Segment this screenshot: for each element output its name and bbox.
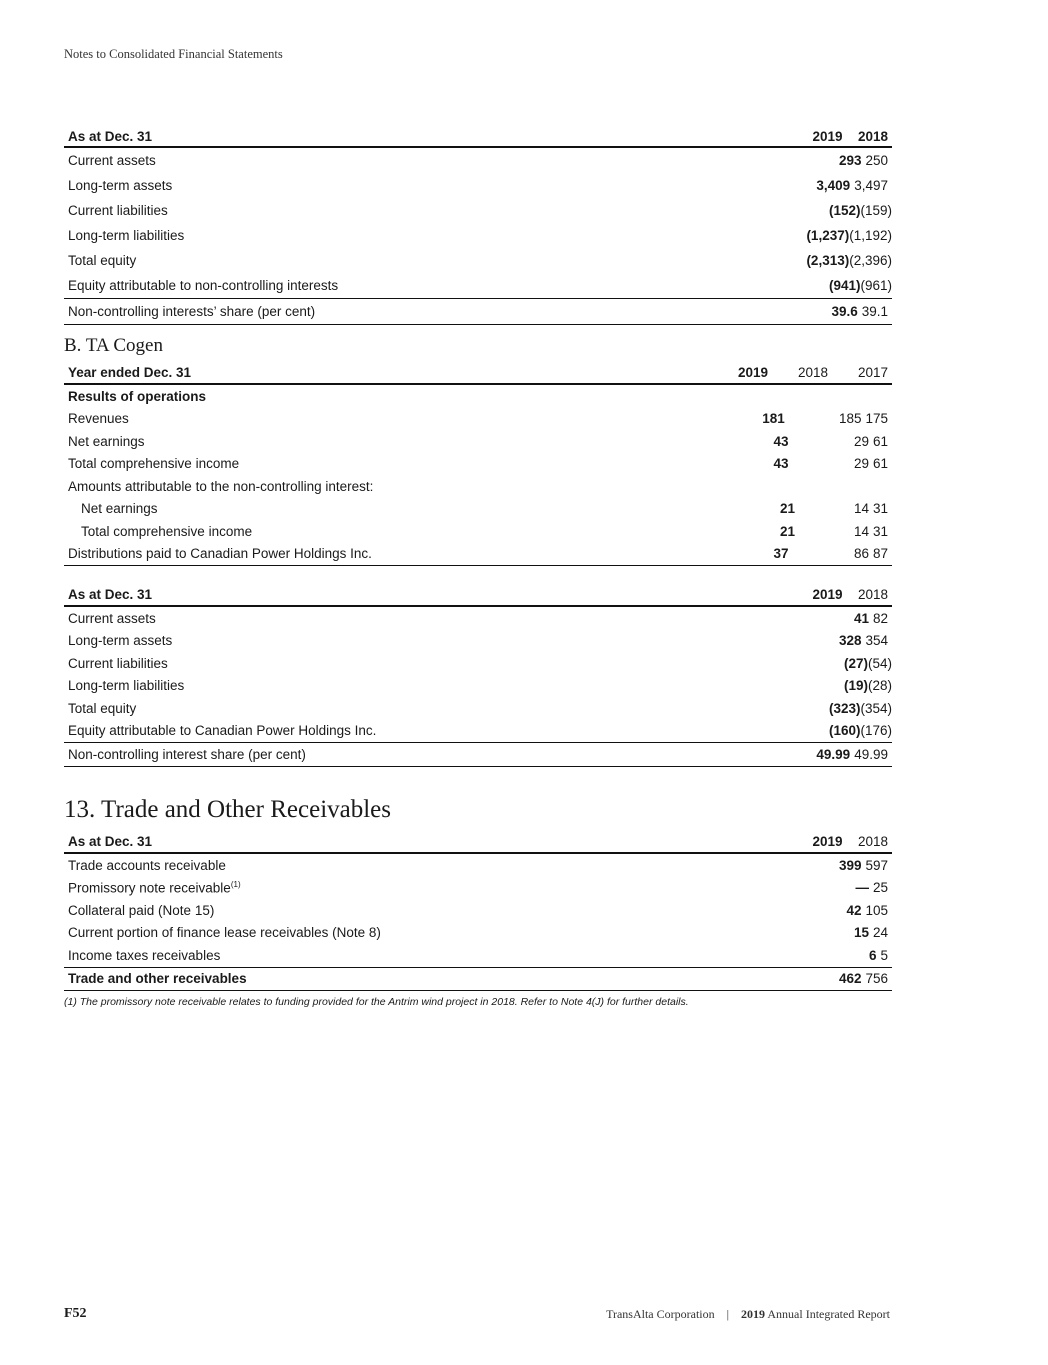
row-label-text: Distributions paid to Canadian Power Holdings Inc.	[68, 546, 372, 562]
cell-value: 14	[853, 523, 869, 539]
row-label	[64, 203, 801, 218]
row-label	[64, 633, 801, 648]
cell-value: 39.1	[861, 304, 888, 319]
row-label-text: Net earnings	[81, 501, 158, 517]
cell-value: 29	[853, 456, 869, 472]
table-trade-receivables	[64, 831, 892, 991]
row-label	[64, 611, 801, 626]
row-label-text: Net earnings	[68, 433, 145, 449]
footer-title	[606, 1307, 890, 1322]
row-label	[64, 701, 801, 716]
row-label-text: Long-term liabilities	[68, 228, 185, 243]
table-row	[64, 742, 892, 767]
table-row	[64, 520, 892, 543]
row-label-text: Total comprehensive income	[68, 456, 240, 472]
row-label	[64, 971, 801, 986]
cell-value: 185	[838, 411, 862, 427]
row-label-text: Current liabilities	[68, 203, 168, 218]
row-label-text: Current assets	[68, 610, 156, 626]
cell-value: 86	[853, 546, 869, 562]
column-header-year: 2019	[812, 128, 843, 144]
column-header-label: As at Dec. 31	[68, 834, 153, 849]
cell-value: 3,409	[816, 178, 851, 193]
cell-value: 61	[872, 433, 888, 449]
column-header-year: 2018	[797, 365, 828, 380]
row-label	[64, 546, 712, 561]
cell-value: 87	[872, 546, 888, 562]
cell-value: 181	[762, 411, 785, 427]
cell-value: 41	[853, 610, 869, 626]
cell-value: (54)	[867, 655, 892, 671]
cell-value: 29	[853, 433, 869, 449]
row-label-text: Equity attributable to Canadian Power Holdings Inc.	[68, 723, 377, 739]
row-label	[64, 456, 712, 471]
row-label-text: Total equity	[68, 700, 137, 716]
row-label-text: Revenues	[68, 411, 129, 427]
cell-value: 15	[853, 925, 869, 941]
row-label-text: Non-controlling interest share (per cent)	[68, 746, 306, 762]
row-label	[64, 178, 801, 193]
cell-value: (19)	[843, 678, 868, 694]
column-header-year: 2018	[857, 587, 888, 602]
row-label-text: Amounts attributable to the non-controlling interest:	[68, 478, 374, 494]
cell-value: 49.99	[854, 746, 888, 762]
row-label-text: Results of operations	[68, 388, 207, 404]
table-row	[64, 675, 892, 698]
row-label-text: Non-controlling interests’ share (per cent)	[68, 304, 316, 319]
column-header-year: 2017	[857, 365, 888, 380]
table-row	[64, 385, 892, 408]
cell-value: (160)	[828, 723, 861, 739]
running-head: Notes to Consolidated Financial Statements	[64, 47, 283, 61]
row-label	[64, 501, 725, 516]
section-heading: 13. Trade and Other Receivables	[64, 796, 392, 823]
row-label	[64, 747, 801, 762]
cell-value: 21	[779, 523, 795, 539]
table-row	[64, 543, 892, 567]
row-label-text: Current liabilities	[68, 655, 168, 671]
cell-value: (941)	[828, 278, 861, 293]
footnote: (1) The promissory note receivable relates to funding provided for the Antrim wind project in 2018. Refer to Note 4(J) for further details.	[64, 996, 689, 1008]
row-label	[64, 304, 801, 319]
column-header-label: As at Dec. 31	[68, 587, 153, 602]
table-row	[64, 697, 892, 720]
cell-value: 6	[868, 947, 877, 963]
cell-value: (1,192)	[849, 228, 892, 243]
row-label	[64, 278, 801, 293]
table-row	[64, 720, 892, 743]
page-number: F52	[64, 1306, 87, 1321]
row-label	[64, 434, 712, 449]
table-row	[64, 630, 892, 653]
table-header-row	[64, 126, 892, 148]
cell-value: (961)	[860, 278, 892, 293]
row-label-text: Current portion of finance lease receivables (Note 8)	[68, 925, 381, 941]
table-row	[64, 408, 892, 431]
cell-value: 43	[773, 433, 789, 449]
cell-value: 3,497	[854, 178, 888, 193]
cell-value: (27)	[843, 655, 868, 671]
cell-value: (354)	[860, 700, 892, 716]
cell-value: (1,237)	[806, 228, 850, 243]
table-header-row	[64, 362, 892, 385]
row-label-text: Income taxes receivables	[68, 947, 221, 963]
row-label-text: Trade and other receivables	[68, 971, 247, 987]
row-label-text: Long-term liabilities	[68, 678, 185, 694]
cell-value: 14	[853, 501, 869, 517]
footer-year: 2019	[741, 1307, 766, 1321]
table-row	[64, 198, 892, 223]
table-row	[64, 173, 892, 198]
cell-value: 25	[872, 880, 888, 896]
row-label-text: Long-term assets	[68, 178, 173, 193]
table-row	[64, 298, 892, 325]
row-label-text: Long-term assets	[68, 633, 173, 649]
column-header-label: As at Dec. 31	[68, 128, 153, 144]
table-row	[64, 223, 892, 248]
row-label	[64, 479, 712, 494]
cell-value: 175	[865, 411, 888, 427]
cell-value: (152)	[828, 203, 861, 218]
subheading-ta-cogen: B. TA Cogen	[64, 335, 163, 356]
cell-value: (28)	[867, 678, 892, 694]
cell-value: 37	[773, 546, 789, 562]
cell-value: 82	[872, 610, 888, 626]
row-label	[64, 903, 801, 918]
row-label	[64, 948, 801, 963]
table-row	[64, 877, 892, 900]
column-header-year: 2019	[737, 365, 768, 380]
row-label	[64, 411, 712, 426]
row-label	[64, 656, 801, 671]
cell-value: (176)	[860, 723, 892, 739]
cell-value: 21	[779, 501, 795, 517]
footer-separator: |	[726, 1307, 730, 1321]
table-row	[64, 273, 892, 298]
cell-value: 43	[773, 456, 789, 472]
row-label	[64, 678, 801, 693]
row-label-text: Promissory note receivable	[68, 880, 231, 896]
table-row	[64, 967, 892, 992]
cell-value: 39.6	[831, 304, 858, 319]
table-row	[64, 854, 892, 877]
row-label	[64, 228, 801, 243]
footer-company: TransAlta Corporation	[606, 1307, 715, 1321]
table-row	[64, 944, 892, 967]
footer-report: Annual Integrated Report	[767, 1307, 890, 1321]
cell-value: 49.99	[816, 746, 851, 762]
cell-value: (2,396)	[849, 253, 892, 268]
cell-value: 328	[838, 633, 862, 649]
table-row	[64, 498, 892, 521]
cell-value: 597	[865, 857, 888, 873]
table-row	[64, 607, 892, 630]
cell-value: (2,313)	[806, 253, 850, 268]
cell-value: 293	[838, 153, 862, 168]
row-label-text: Collateral paid (Note 15)	[68, 902, 215, 918]
row-label	[64, 389, 712, 404]
row-label	[64, 153, 801, 168]
table-row	[64, 475, 892, 498]
table-header-row	[64, 831, 892, 854]
table-row	[64, 148, 892, 173]
cell-value: 61	[872, 456, 888, 472]
cell-value: 250	[865, 153, 888, 168]
cell-value: —	[855, 880, 869, 896]
row-label	[64, 880, 801, 896]
row-label	[64, 925, 801, 940]
cell-value: 354	[865, 633, 888, 649]
column-header-year: 2018	[857, 834, 888, 849]
row-label-text: Equity attributable to non-controlling interests	[68, 278, 339, 293]
table-ta-cogen-balance-sheet	[64, 584, 892, 767]
row-label	[64, 253, 801, 268]
cell-value: 42	[846, 902, 862, 918]
cell-value: 31	[872, 523, 888, 539]
cell-value: 5	[880, 947, 888, 963]
cell-value: 462	[838, 971, 862, 987]
table-row	[64, 453, 892, 476]
column-header-year: 2019	[812, 587, 843, 602]
table-header-row	[64, 584, 892, 607]
footnote-marker: (1)	[230, 880, 241, 889]
row-label	[64, 723, 801, 738]
table-row	[64, 430, 892, 453]
cell-value: (159)	[860, 203, 892, 218]
table-row	[64, 922, 892, 945]
cell-value: 31	[872, 501, 888, 517]
column-header-label: Year ended Dec. 31	[68, 365, 192, 380]
row-label	[64, 858, 801, 873]
row-label-text: Total comprehensive income	[81, 523, 253, 539]
column-header-year: 2019	[812, 834, 843, 849]
row-label-text: Total equity	[68, 253, 137, 268]
cell-value: (323)	[828, 700, 861, 716]
table-row	[64, 652, 892, 675]
cell-value: 756	[865, 971, 888, 987]
row-label-text: Current assets	[68, 153, 156, 168]
table-ta-cogen-results	[64, 362, 892, 566]
cell-value: 399	[838, 857, 862, 873]
cell-value: 105	[865, 902, 888, 918]
table-a-balance-sheet	[64, 126, 892, 325]
table-row	[64, 899, 892, 922]
row-label	[64, 524, 725, 539]
table-row	[64, 248, 892, 273]
row-label-text: Trade accounts receivable	[68, 857, 226, 873]
column-header-year: 2018	[857, 128, 888, 144]
cell-value: 24	[872, 925, 888, 941]
